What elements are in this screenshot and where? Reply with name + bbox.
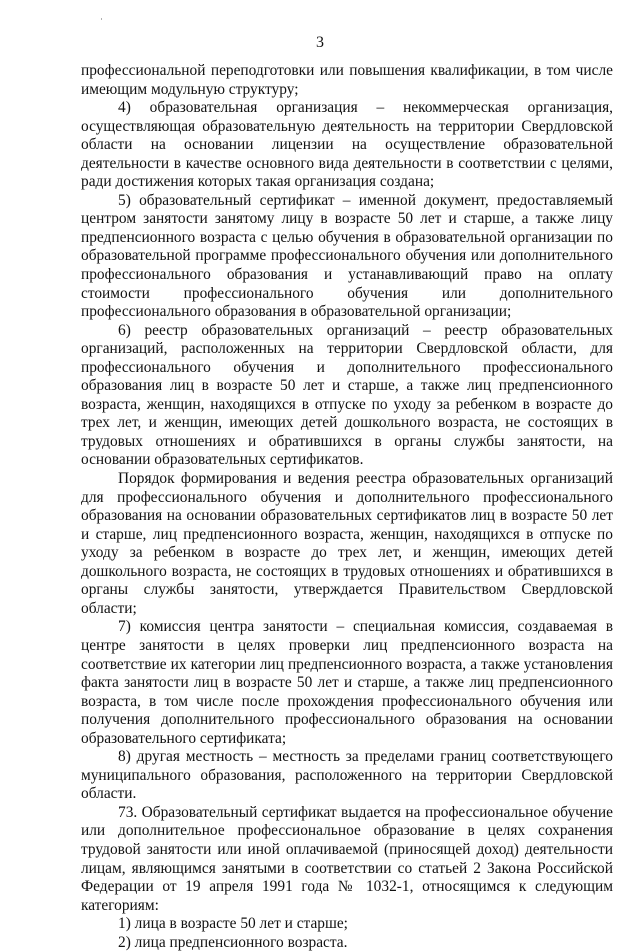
paragraph-continuation: профессиональной переподготовки или повышения квалификации, в том числе имеющим модульную структуру; bbox=[81, 62, 613, 98]
list-item-category-1: 1) лица в возрасте 50 лет и старше; bbox=[118, 915, 348, 933]
list-item-category-2: 2) лица предпенсионного возраста. bbox=[118, 933, 348, 951]
paragraph-item-5: 5) образовательный сертификат – именной документ, предоставляемый центром занятости занятому лицу в возрасте 50 лет и старше, а также лицу предпенсионного возраста с целью обучения в образовательной организации по образовательной программе профессионального обучения или дополнительного профессионального образования и устанавливающий право на оплату стоимости профессионального обучения или дополнительного профессионального образования в образовательной организации; bbox=[81, 191, 613, 321]
paragraph-item-4: 4) образовательная организация – некоммерческая организация, осуществляющая образовательную деятельность на территории Свердловской области на основании лицензии на осуществление образовательной деятельности в качестве основного вида деятельности в соответствии с целями, ради достижения которых такая организация создана; bbox=[81, 99, 613, 191]
document-body bbox=[81, 62, 613, 952]
page-number: 3 bbox=[316, 34, 324, 51]
scan-mark bbox=[101, 18, 102, 20]
paragraph-item-8: 8) другая местность – местность за пределами границ соответствующего муниципального образования, расположенного на территории Свердловской области. bbox=[81, 748, 613, 803]
paragraph-registry-procedure: Порядок формирования и ведения реестра образовательных организаций для профессионального обучения и дополнительного профессионального образования на основании образовательных сертификатов лиц в возрасте 50 лет и старше, лиц предпенсионного возраста, женщин, находящихся в отпуске по уходу за ребенком в возрасте до трех лет, и женщин, имеющих детей дошкольного возраста, не состоящих в трудовых отношениях и обратившихся в органы службы занятости, утверждается Правительством Свердловской области; bbox=[81, 470, 613, 617]
paragraph-item-6: 6) реестр образовательных организаций – реестр образовательных организаций, расположенных на территории Свердловской области, для профессионального обучения и дополнительного профессионального образования лиц в возрасте 50 лет и старше, а также лиц предпенсионного возраста, женщин, находящихся в отпуске по уходу за ребенком в возрасте до трех лет, и женщин, имеющих детей дошкольного возраста, не состоящих в трудовых отношениях и обратившихся в органы службы занятости, на основании образовательных сертификатов. bbox=[81, 321, 613, 469]
paragraph-clause-73: 73. Образовательный сертификат выдается на профессиональное обучение или дополнительное профессиональное образование в целях сохранения трудовой занятости или иной оплачиваемой (приносящей доход) деятельности лицам, являющимся занятыми в соответствии со статьей 2 Закона Российской Федерации от 19 апреля 1991 года № 1032-1, относящимся к следующим категориям: bbox=[81, 803, 613, 914]
paragraph-item-7: 7) комиссия центра занятости – специальная комиссия, создаваемая в центре занятости в целях проверки лиц предпенсионного возраста на соответствие их категории лиц предпенсионного возраста, а также установления факта занятости лиц в возрасте 50 лет и старше, а также лиц предпенсионного возраста, в том числе после прохождения профессионального обучения или получения дополнительного профессионального образования на основании образовательного сертификата; bbox=[81, 618, 613, 747]
